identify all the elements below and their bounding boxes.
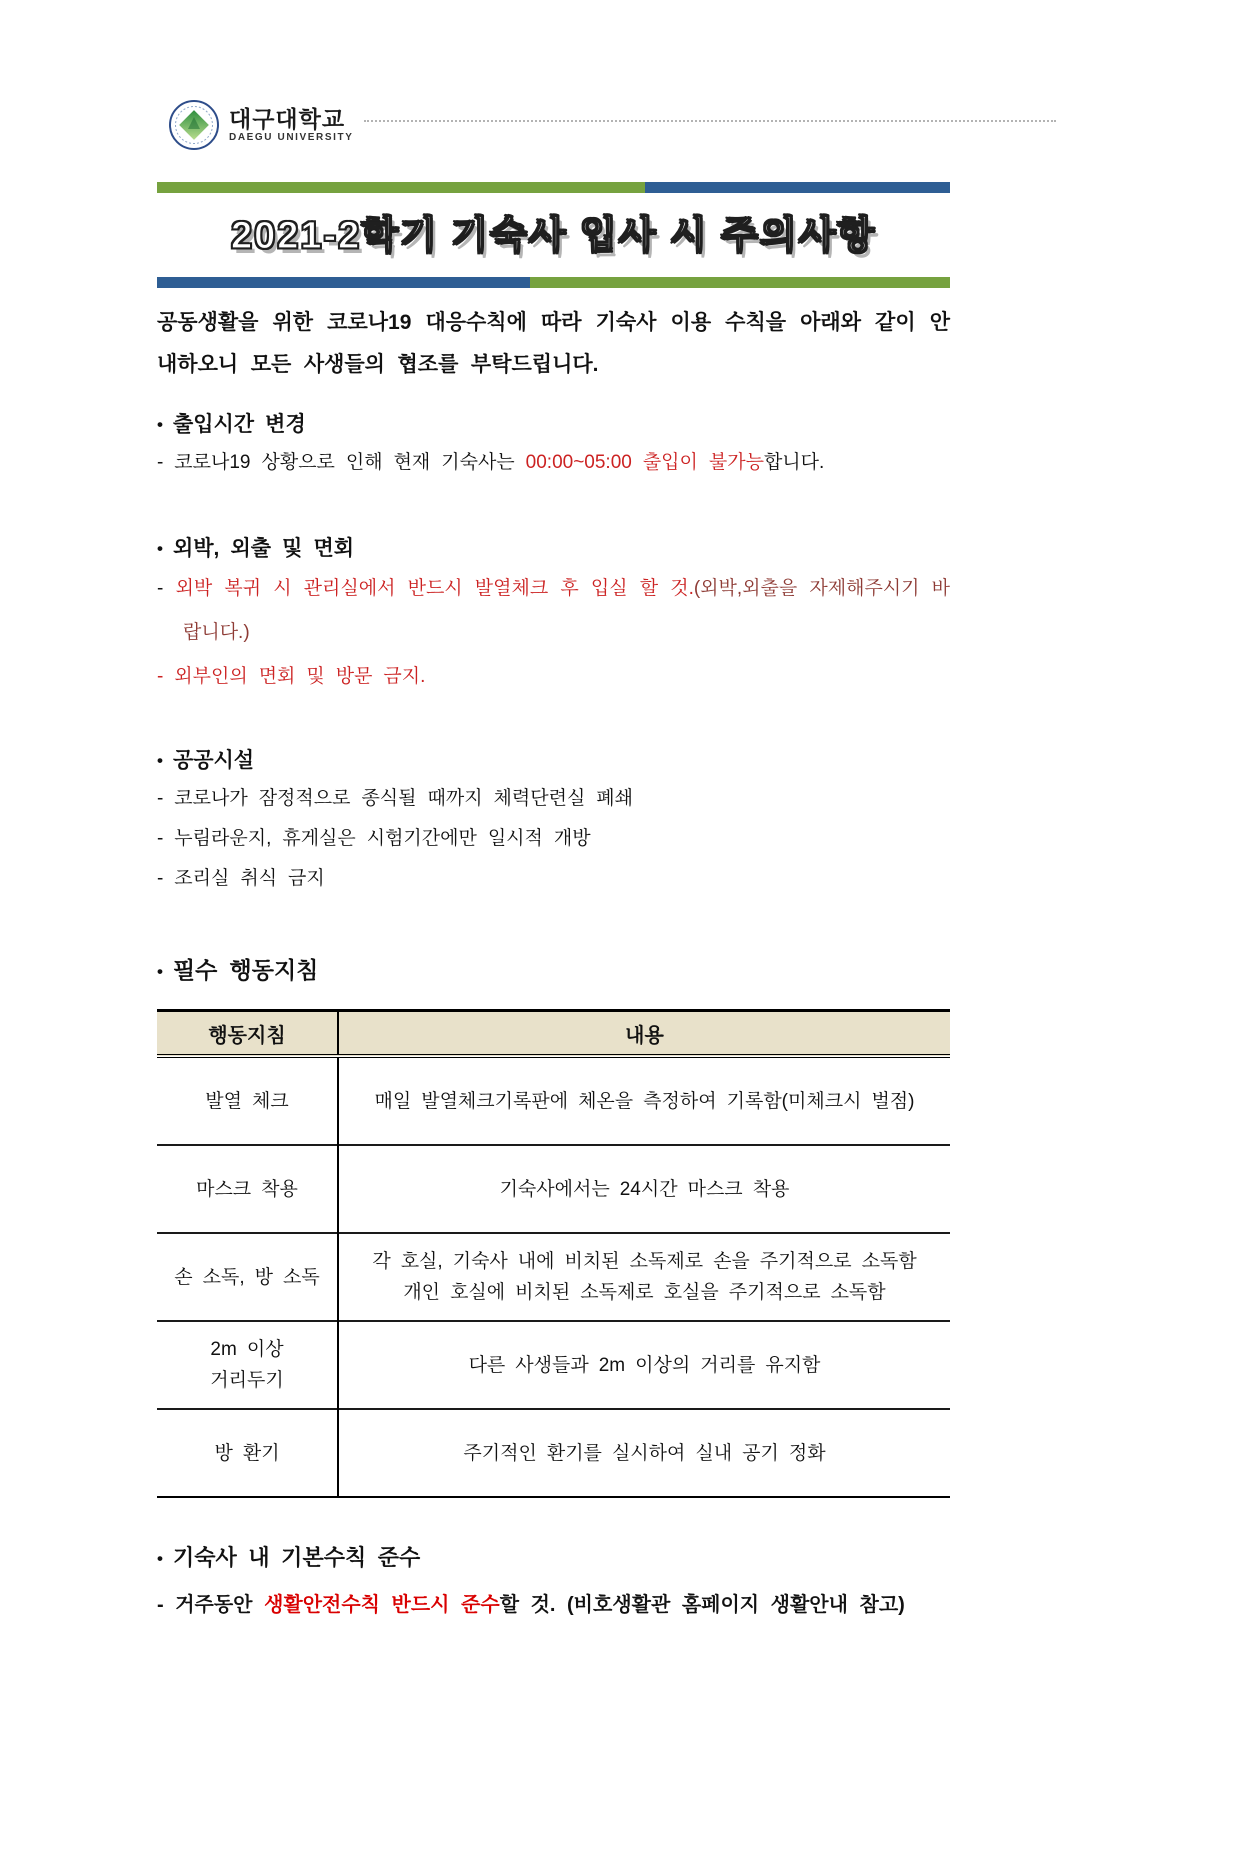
university-emblem-icon	[168, 99, 220, 151]
content-cell	[338, 1409, 950, 1497]
table-row	[157, 1321, 950, 1409]
table-row	[157, 1056, 950, 1145]
bullet-icon: •	[157, 751, 163, 770]
logo-text	[229, 106, 354, 144]
list-item	[157, 655, 950, 699]
document-header	[168, 96, 1056, 154]
guideline-cell	[157, 1145, 338, 1233]
table-header	[157, 1011, 950, 1057]
cell-line: 매일 발열체크기록판에 체온을 측정하여 기록함(미체크시 벌점)	[374, 1090, 915, 1112]
university-name-en: DAEGU UNIVERSITY	[229, 132, 354, 143]
list-item	[157, 1585, 950, 1625]
sections-container	[157, 407, 950, 1625]
document-content	[157, 182, 950, 1625]
cell-line: 마스크 착용	[196, 1178, 298, 1200]
text-run: - 조리실 취식 금지	[157, 868, 325, 889]
text-run: - 누림라운지, 휴게실은 시험기간에만 일시적 개방	[157, 828, 591, 849]
column-header: 내용	[338, 1011, 950, 1057]
section-heading	[157, 1540, 950, 1577]
list-item	[157, 819, 950, 859]
table-row	[157, 1233, 950, 1321]
section-outing	[157, 531, 950, 699]
bullet-icon: •	[157, 962, 163, 981]
header-dashed-divider	[364, 120, 1056, 122]
list-item	[157, 567, 950, 655]
cell-line: 주기적인 환기를 실시하여 실내 공기 정화	[463, 1442, 826, 1464]
section-basic-rules	[157, 1540, 950, 1625]
cell-line: 거리두기	[210, 1370, 284, 1391]
cell-line: 방 환기	[214, 1442, 280, 1464]
section-heading	[157, 531, 950, 567]
table-body	[157, 1056, 950, 1497]
table-row	[157, 1145, 950, 1233]
section-heading-label: 출입시간 변경	[172, 413, 306, 436]
guideline-cell	[157, 1233, 338, 1321]
text-run: 생활안전수칙 반드시 준수	[264, 1594, 500, 1616]
section-heading	[157, 743, 950, 779]
university-name-ko: 대구대학교	[229, 106, 346, 132]
cell-line: 개인 호실에 비치된 소독제로 호실을 주기적으로 소독함	[403, 1282, 886, 1303]
guideline-cell	[157, 1321, 338, 1409]
cell-line: 각 호실, 기숙사 내에 비치된 소독제로 손을 주기적으로 소독함	[372, 1251, 917, 1272]
bullet-icon: •	[157, 1549, 163, 1568]
section-heading-label: 필수 행동지침	[172, 957, 319, 983]
section-entry-time	[157, 407, 950, 483]
intro-paragraph: 공동생활을 위한 코로나19 대응수칙에 따라 기숙사 이용 수칙을 아래와 같이 안내하오니 모든 사생들의 협조를 부탁드립니다.	[157, 311, 950, 376]
guideline-cell	[157, 1409, 338, 1497]
section-guidelines	[157, 951, 950, 1498]
text-run: - 거주동안	[157, 1594, 265, 1616]
guideline-cell	[157, 1056, 338, 1145]
list-item	[157, 443, 950, 483]
text-run: 합니다.	[763, 452, 825, 473]
text-run: - 외부인의 면회 및 방문 금지.	[157, 666, 426, 687]
bar-green-segment	[530, 277, 950, 288]
list-item	[157, 859, 950, 899]
section-heading	[157, 951, 950, 991]
page-title: 2021-2학기 기숙사 입사 시 주의사항	[230, 215, 877, 257]
bar-green-segment	[157, 182, 645, 193]
section-heading-label: 공공시설	[172, 749, 255, 772]
bar-blue-segment	[645, 182, 950, 193]
guidelines-table	[157, 1009, 950, 1498]
section-heading-label: 기숙사 내 기본수칙 준수	[172, 1545, 421, 1570]
title-top-bar	[157, 182, 950, 193]
table-row	[157, 1409, 950, 1497]
text-run: 00:00~05:00 출입이 불가능	[525, 452, 764, 473]
content-cell	[338, 1233, 950, 1321]
cell-line: 발열 체크	[205, 1090, 289, 1112]
title-bottom-bar	[157, 277, 950, 288]
university-logo	[168, 99, 354, 151]
section-heading	[157, 407, 950, 443]
table-header-row	[157, 1011, 950, 1057]
text-run: (외박,외출을 자제해주시기 바랍니다.)	[183, 578, 951, 643]
cell-line: 2m 이상	[210, 1339, 284, 1360]
bar-blue-segment	[157, 277, 530, 288]
section-heading-label: 외박, 외출 및 면회	[172, 537, 355, 560]
document-page	[0, 96, 1240, 1849]
text-run: -	[157, 578, 176, 599]
column-header: 행동지침	[157, 1011, 338, 1057]
bullet-icon: •	[157, 415, 163, 434]
content-cell	[338, 1321, 950, 1409]
cell-line: 손 소독, 방 소독	[174, 1266, 320, 1288]
bullet-icon: •	[157, 539, 163, 558]
text-run: 할 것. (비호생활관 홈페이지 생활안내 참고)	[499, 1594, 905, 1616]
section-facilities	[157, 743, 950, 899]
list-item	[157, 779, 950, 819]
cell-line: 기숙사에서는 24시간 마스크 착용	[499, 1178, 790, 1200]
content-cell	[338, 1145, 950, 1233]
text-run: - 코로나가 잠정적으로 종식될 때까지 체력단련실 폐쇄	[157, 788, 633, 809]
cell-line: 다른 사생들과 2m 이상의 거리를 유지함	[468, 1354, 821, 1376]
text-run: - 코로나19 상황으로 인해 현재 기숙사는	[157, 452, 526, 473]
text-run: 외박 복귀 시 관리실에서 반드시 발열체크 후 입실 할 것.	[175, 578, 694, 599]
content-cell	[338, 1056, 950, 1145]
